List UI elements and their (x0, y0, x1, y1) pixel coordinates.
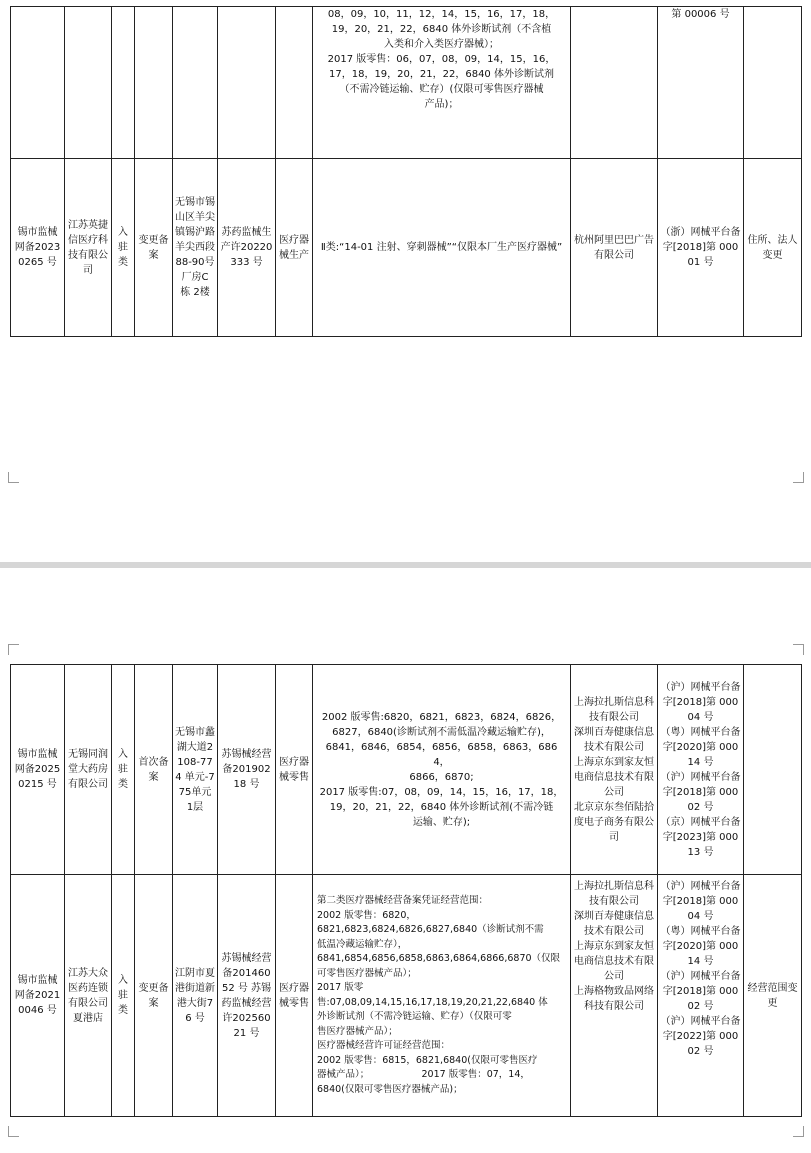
platform-no: （沪）网械平台备字[2018]第 00004 号 (660, 681, 741, 723)
type-cell (112, 7, 135, 159)
scope-line: 运输、贮存); (412, 816, 471, 828)
platform-no: （沪）网械平台备字[2018]第 00002 号 (660, 771, 741, 813)
change-cell (744, 665, 802, 875)
action-cell: 变更备案 (135, 159, 173, 337)
record-no-cell: 锡市监械网备20210046 号 (11, 875, 65, 1117)
action-cell: 首次备案 (135, 665, 173, 875)
scope-line: 08，09，10，11，12，14，15，16，17，18， (327, 9, 556, 20)
scope-line: 器械产品）； 2017 版零售：07，14， (317, 1069, 530, 1080)
scope-line: （不需冷链运输、贮存）(仅限可零售医疗器械 (339, 84, 544, 95)
scope-cell (313, 875, 571, 1117)
license-cell (218, 7, 276, 159)
platform-cell (571, 875, 658, 1117)
scope-line: 2002 版零售：6820， (317, 909, 416, 921)
company-cell: 江苏大众医药连锁有限公司夏港店 (65, 875, 112, 1117)
type-cell: 入驻类 (112, 159, 135, 337)
table-row (11, 159, 802, 337)
scope-line: 6827，6840(诊断试剂不需低温冷藏运输贮存)， (332, 726, 551, 738)
address-cell: 无锡市锡山区羊尖镇锡沪路羊尖西段88-90号厂房C 栋 2楼 (173, 159, 218, 337)
license-cell: 苏药监械生产许20220333 号 (218, 159, 276, 337)
platform-name: 深圳百寿健康信息技术有限公司 (574, 911, 654, 937)
table-row (11, 665, 802, 875)
change-cell (744, 7, 802, 159)
scope-line: 6841,6854,6856,6858,6863,6864,6866,6870（仅限 (317, 953, 561, 964)
scope-line: 第二类医疗器械经营备案凭证经营范围： (317, 895, 489, 906)
scope-cell: Ⅱ类:“14-01 注射、穿刺器械”“仅限本厂生产医疗器械” (313, 159, 571, 337)
scope-line: 2017 版零售:07，08，09，14，15，16，17，18， (319, 786, 564, 798)
platform-name: 上海京东到家友恒电商信息技术有限公司 (574, 941, 654, 982)
page-corner-mark (8, 644, 19, 655)
scope-line: 2017 版零 (317, 982, 364, 993)
company-cell: 无锡同润堂大药房有限公司 (65, 665, 112, 875)
address-cell: 江阴市夏港街道新港大街76 号 (173, 875, 218, 1117)
platform-no-cell: 第 00006 号 (658, 7, 744, 159)
platform-cell (571, 665, 658, 875)
scope-line: 6821,6823,6824,6826,6827,6840（诊断试剂不需 (317, 924, 544, 935)
change-cell: 住所、法人变更 (744, 159, 802, 337)
record-no-cell (11, 7, 65, 159)
address-cell: 无锡市蠡湖大道2108-774 单元-775单元 1层 (173, 665, 218, 875)
scope-line: 17，18，19，20，21，22，6840 体外诊断试剂 (329, 69, 554, 80)
scope-line: 2002 版零售：6815，6821,6840(仅限可零售医疗 (317, 1054, 538, 1066)
platform-name: 上海拉扎斯信息科技有限公司 (574, 696, 654, 723)
platform-no-cell (658, 665, 744, 875)
table-row (11, 7, 802, 159)
platform-name: 北京京东叁佰陆拾度电子商务有限公司 (574, 801, 654, 843)
platform-no: （沪）网械平台备字[2018]第 00004 号 (660, 881, 741, 922)
platform-name: 上海格物致品网络科技有限公司 (574, 986, 654, 1012)
scope-line: 6866，6870; (409, 771, 474, 783)
record-no-cell: 锡市监械网备20230265 号 (11, 159, 65, 337)
scope-line: 可零售医疗器械产品）； (317, 967, 417, 979)
scope-line: 产品)； (424, 99, 459, 110)
scope-line: 售:07,08,09,14,15,16,17,18,19,20,21,22,6840 体 (317, 996, 548, 1008)
page-corner-mark (793, 644, 804, 655)
change-cell: 经营范围变更 (744, 875, 802, 1117)
scope-cell (313, 7, 571, 159)
license-cell: 苏锡械经营备20190218 号 (218, 665, 276, 875)
category-cell: 医疗器械零售 (276, 665, 313, 875)
record-no-cell: 锡市监械网备20250215 号 (11, 665, 65, 875)
scope-line: 医疗器械经营许可证经营范围： (317, 1040, 451, 1051)
scope-line: 售医疗器械产品）； (317, 1025, 398, 1037)
scope-line: 6841，6846，6854，6856，6858，6863，6864， (325, 741, 558, 768)
platform-no: （沪）网械平台备字[2018]第 00002 号 (660, 971, 741, 1012)
scope-line: 2017 版零售：06，07，08，09，14，15，16， (327, 54, 556, 65)
platform-no-cell (658, 875, 744, 1117)
platform-no: （京）网械平台备字[2023]第 00013 号 (660, 816, 741, 858)
type-cell: 入驻类 (112, 875, 135, 1117)
type-cell: 入驻类 (112, 665, 135, 875)
platform-name: 上海拉扎斯信息科技有限公司 (574, 881, 654, 907)
platform-name: 上海京东到家友恒电商信息技术有限公司 (574, 756, 654, 798)
document-page-bottom (0, 568, 811, 1153)
category-cell (276, 7, 313, 159)
action-cell (135, 7, 173, 159)
scope-line: 19，20，21，22，6840 体外诊断试剂(不需冷链 (329, 801, 554, 813)
scope-line: 低温冷藏运输贮存）， (317, 938, 408, 950)
scope-line: 外诊断试剂（不需冷链运输、贮存）（仅限可零 (317, 1011, 512, 1022)
action-cell: 变更备案 (135, 875, 173, 1117)
platform-no: （粤）网械平台备字[2020]第 00014 号 (660, 926, 741, 967)
registry-table-top (10, 6, 802, 337)
category-cell: 医疗器械零售 (276, 875, 313, 1117)
license-cell: 苏锡械经营备20146052 号 苏锡药监械经营许20256021 号 (218, 875, 276, 1117)
platform-no: （粤）网械平台备字[2020]第 00014 号 (660, 726, 741, 768)
document-page-top (0, 0, 811, 562)
category-cell: 医疗器械生产 (276, 159, 313, 337)
page-corner-mark (8, 472, 19, 483)
address-cell (173, 7, 218, 159)
table-row (11, 875, 802, 1117)
platform-cell: 杭州阿里巴巴广告有限公司 (571, 159, 658, 337)
page-corner-mark (8, 1126, 19, 1137)
scope-line: 2002 版零售:6820，6821，6823，6824，6826， (321, 711, 562, 723)
page-corner-mark (793, 1126, 804, 1137)
page-corner-mark (793, 472, 804, 483)
registry-table-bottom (10, 664, 802, 1117)
scope-line: 入类和介入类医疗器械）； (384, 39, 499, 50)
platform-no: （沪）网械平台备字[2022]第 00002 号 (660, 1016, 741, 1057)
platform-no-cell: （浙）网械平台备字[2018]第 00001 号 (658, 159, 744, 337)
scope-line: 19，20，21，22，6840 体外诊断试剂（不含植 (331, 24, 552, 35)
scope-cell (313, 665, 571, 875)
company-cell (65, 7, 112, 159)
platform-cell (571, 7, 658, 159)
platform-name: 深圳百寿健康信息技术有限公司 (574, 726, 654, 753)
company-cell: 江苏英捷信医疗科技有限公司 (65, 159, 112, 337)
scope-line: 6840(仅限可零售医疗器械产品)； (317, 1083, 463, 1095)
